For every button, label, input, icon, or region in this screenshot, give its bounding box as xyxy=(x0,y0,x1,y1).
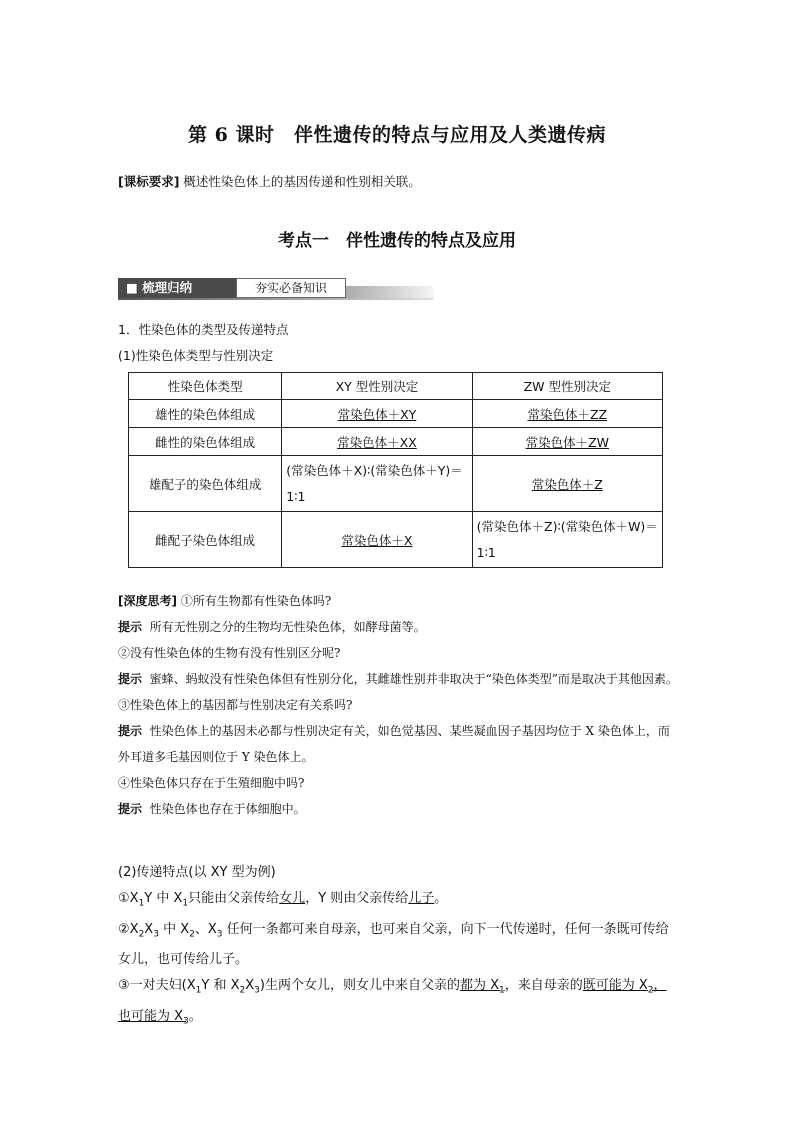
answer-text: 所有无性别之分的生物均无性染色体，如酵母菌等。 xyxy=(149,620,426,634)
item-subheading-1: (1)性染色体类型与性别决定 xyxy=(118,348,274,363)
table-cell: 雄性的染色体组成 xyxy=(129,400,282,428)
answer-1 xyxy=(118,614,678,640)
table-cell: 常染色体＋XY xyxy=(282,400,472,428)
answer-4 xyxy=(118,796,678,822)
section-banner xyxy=(118,278,433,300)
table-cell: 常染色体＋ZZ xyxy=(472,400,662,428)
answer-3 xyxy=(118,718,678,770)
hint-tag: 提示 xyxy=(118,620,143,634)
item-subheading-2: (2)传递特点(以 XY 型为例) xyxy=(118,865,276,880)
table-row xyxy=(129,428,663,456)
question-4: ④性染色体只存在于生殖细胞中吗? xyxy=(118,776,305,790)
table-cell: (常染色体＋X)∶(常染色体＋Y)＝1∶1 xyxy=(282,456,472,512)
think-tag: [深度思考] xyxy=(118,594,177,608)
transmission-section xyxy=(118,860,678,1034)
sex-chromosome-table xyxy=(128,372,663,568)
section-title: 考点一 伴性遗传的特点及应用 xyxy=(278,231,516,251)
table-cell: 常染色体＋Z xyxy=(472,456,662,512)
answer-2 xyxy=(118,666,678,692)
hint-tag: 提示 xyxy=(118,724,143,738)
lesson-title: 第 6 课时 伴性遗传的特点与应用及人类遗传病 xyxy=(188,124,606,146)
curriculum-requirement xyxy=(118,172,421,190)
banner-underline xyxy=(118,298,433,300)
table-header: ZW 型性别决定 xyxy=(472,373,662,400)
item-heading-1: 1．性染色体的类型及传递特点 xyxy=(118,322,289,337)
table-cell: 雄配子的染色体组成 xyxy=(129,456,282,512)
table-row xyxy=(129,456,663,512)
table-cell: 常染色体＋XX xyxy=(282,428,472,456)
transmission-point-3: ③一对夫妇($X_1Y$ 和 $X_2X_3$)生两个女儿，则女儿中来自父亲的都为 $X_1$，来自母亲的既可能为 $X_2$，也可能为 $X_3$。 xyxy=(118,978,667,1027)
banner-right-label: 夯实必备知识 xyxy=(236,278,346,298)
requirement-text: 概述性染色体上的基因传递和性别相关联。 xyxy=(183,174,421,189)
table-cell: 常染色体＋X xyxy=(282,512,472,568)
table-header: XY 型性别决定 xyxy=(282,373,472,400)
table-row xyxy=(129,512,663,568)
requirement-tag: [课标要求] xyxy=(118,174,180,189)
deep-thinking xyxy=(118,588,678,822)
table-row xyxy=(129,400,663,428)
answer-text: 性染色体上的基因未必都与性别决定有关，如色觉基因、某些凝血因子基因均位于 X 染色体上，而外耳道多毛基因则位于 Y 染色体上。 xyxy=(118,724,670,764)
banner-gradient xyxy=(346,286,433,298)
table-cell: 常染色体＋ZW xyxy=(472,428,662,456)
transmission-point-2: $②X_2X_3$ 中 $X_2$、$X_3$ 任何一条都可来自母亲，也可来自父亲，向下一代传递时，任何一条既可传给女儿，也可传给儿子。 xyxy=(118,921,669,968)
table-cell: 雌性的染色体组成 xyxy=(129,428,282,456)
question-text: ①所有生物都有性染色体吗? xyxy=(180,594,332,608)
table-cell: (常染色体＋Z)∶(常染色体＋W)＝1∶1 xyxy=(472,512,662,568)
answer-text: 性染色体也存在于体细胞中。 xyxy=(149,802,306,816)
question-1 xyxy=(118,588,678,614)
banner-left-label: ■ 梳理归纳 xyxy=(118,278,236,298)
question-3: ③性染色体上的基因都与性别决定有关系吗? xyxy=(118,698,353,712)
table-header: 性染色体类型 xyxy=(129,373,282,400)
transmission-point-1: $①X_1Y$ 中 $X_1$只能由父亲传给女儿，Y 则由父亲传给儿子。 xyxy=(118,891,448,909)
hint-tag: 提示 xyxy=(118,672,143,686)
hint-tag: 提示 xyxy=(118,802,143,816)
table-cell: 雌配子染色体组成 xyxy=(129,512,282,568)
table-header-row xyxy=(129,373,663,400)
answer-text: 蜜蜂、蚂蚁没有性染色体但有性别分化，其雌雄性别并非取决于“染色体类型”而是取决于其他因素。 xyxy=(149,672,678,686)
question-2: ②没有性染色体的生物有没有性别区分呢? xyxy=(118,646,341,660)
